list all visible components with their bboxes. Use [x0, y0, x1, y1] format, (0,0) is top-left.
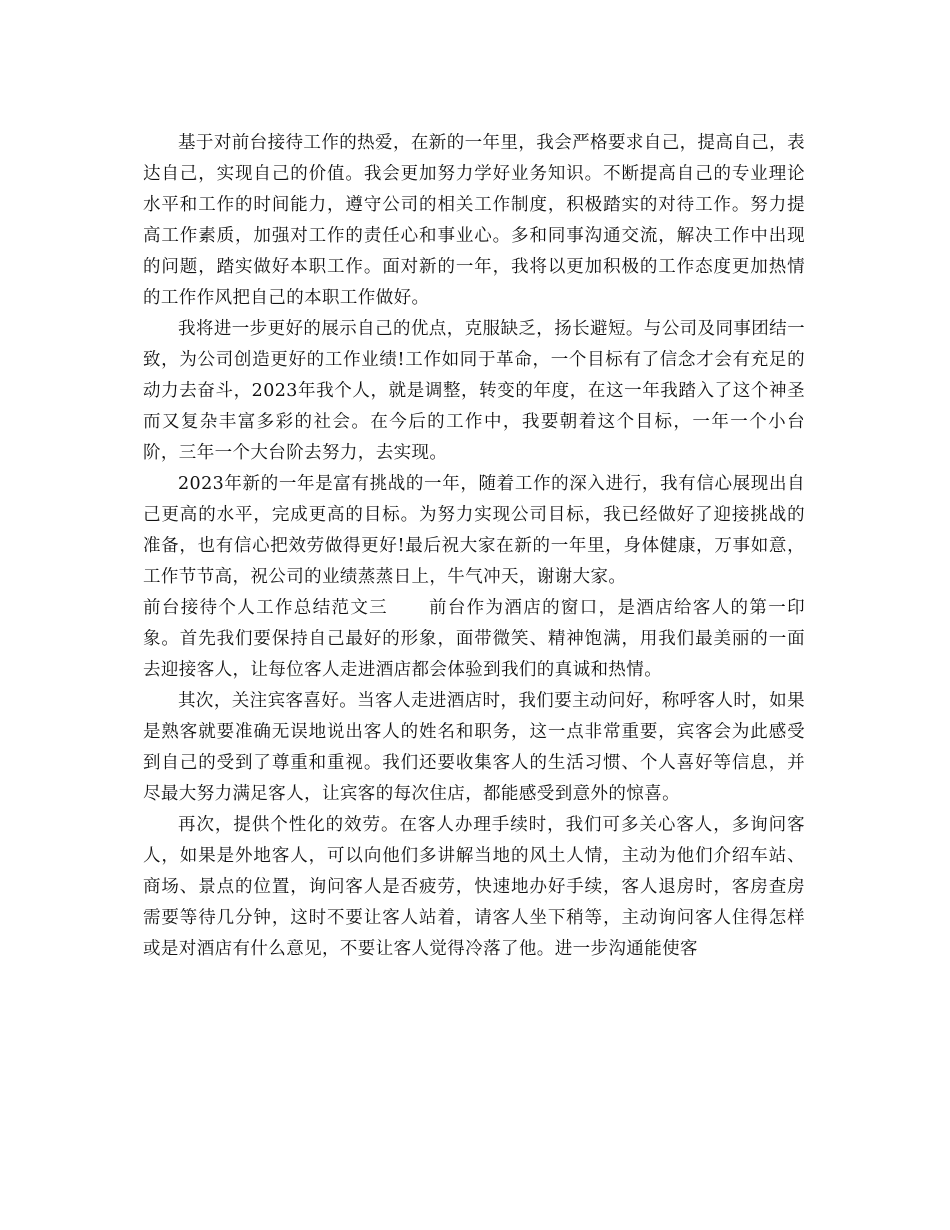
paragraph-2: 我将进一步更好的展示自己的优点，克服缺乏，扬长避短。与公司及同事团结一致，为公司创造更好的工作业绩!工作如同于革命，一个目标有了信念才会有充足的动力去奋斗，2023年我个人，就是调整，转变的年度，在这一年我踏入了这个神圣而又复杂丰富多彩的社会。在今后的工作中，我要朝着这个目标，一年一个小台阶，三年一个大台阶去努力，去实现。	[143, 319, 805, 463]
section-title: 前台接待个人工作总结范文三	[143, 598, 389, 618]
document-body	[143, 128, 805, 965]
paragraph-5: 其次，关注宾客喜好。当客人走进酒店时，我们要主动问好，称呼客人时，如果是熟客就要准确无误地说出客人的姓名和职务，这一点非常重要，宾客会为此感受到自己的受到了尊重和重视。我们还要收集客人的生活习惯、个人喜好等信息，并尽最大努力满足客人，让宾客的每次住店，都能感受到意外的惊喜。	[143, 691, 805, 804]
paragraph-6: 再次，提供个性化的效劳。在客人办理手续时，我们可多关心客人，多询问客人，如果是外地客人，可以向他们多讲解当地的风土人情，主动为他们介绍车站、商场、景点的位置，询问客人是否疲劳，快速地办好手续，客人退房时，客房查房需要等待几分钟，这时不要让客人站着，请客人坐下稍等，主动询问客人住得怎样或是对酒店有什么意见，不要让客人觉得冷落了他。进一步沟通能使客	[143, 815, 805, 959]
section-paragraph	[143, 593, 805, 686]
section-intro: 前台作为酒店的窗口，是酒店给客人的第一印象。首先我们要保持自己最好的形象，面带微笑、精神饱满，用我们最美丽的一面去迎接客人，让每位客人走进酒店都会体验到我们的真诚和热情。	[143, 598, 805, 680]
paragraph-1: 基于对前台接待工作的热爱，在新的一年里，我会严格要求自己，提高自己，表达自己，实现自己的价值。我会更加努力学好业务知识。不断提高自己的专业理论水平和工作的时间能力，遵守公司的相关工作制度，积极踏实的对待工作。努力提高工作素质，加强对工作的责任心和事业心。多和同事沟通交流，解决工作中出现的问题，踏实做好本职工作。面对新的一年，我将以更加积极的工作态度更加热情的工作作风把自己的本职工作做好。	[143, 133, 805, 308]
paragraph-3: 2023年新的一年是富有挑战的一年，随着工作的深入进行，我有信心展现出自己更高的水平，完成更高的目标。为努力实现公司目标，我已经做好了迎接挑战的准备，也有信心把效劳做得更好!最后祝大家在新的一年里，身体健康，万事如意，工作节节高，祝公司的业绩蒸蒸日上，牛气冲天，谢谢大家。	[143, 474, 805, 587]
